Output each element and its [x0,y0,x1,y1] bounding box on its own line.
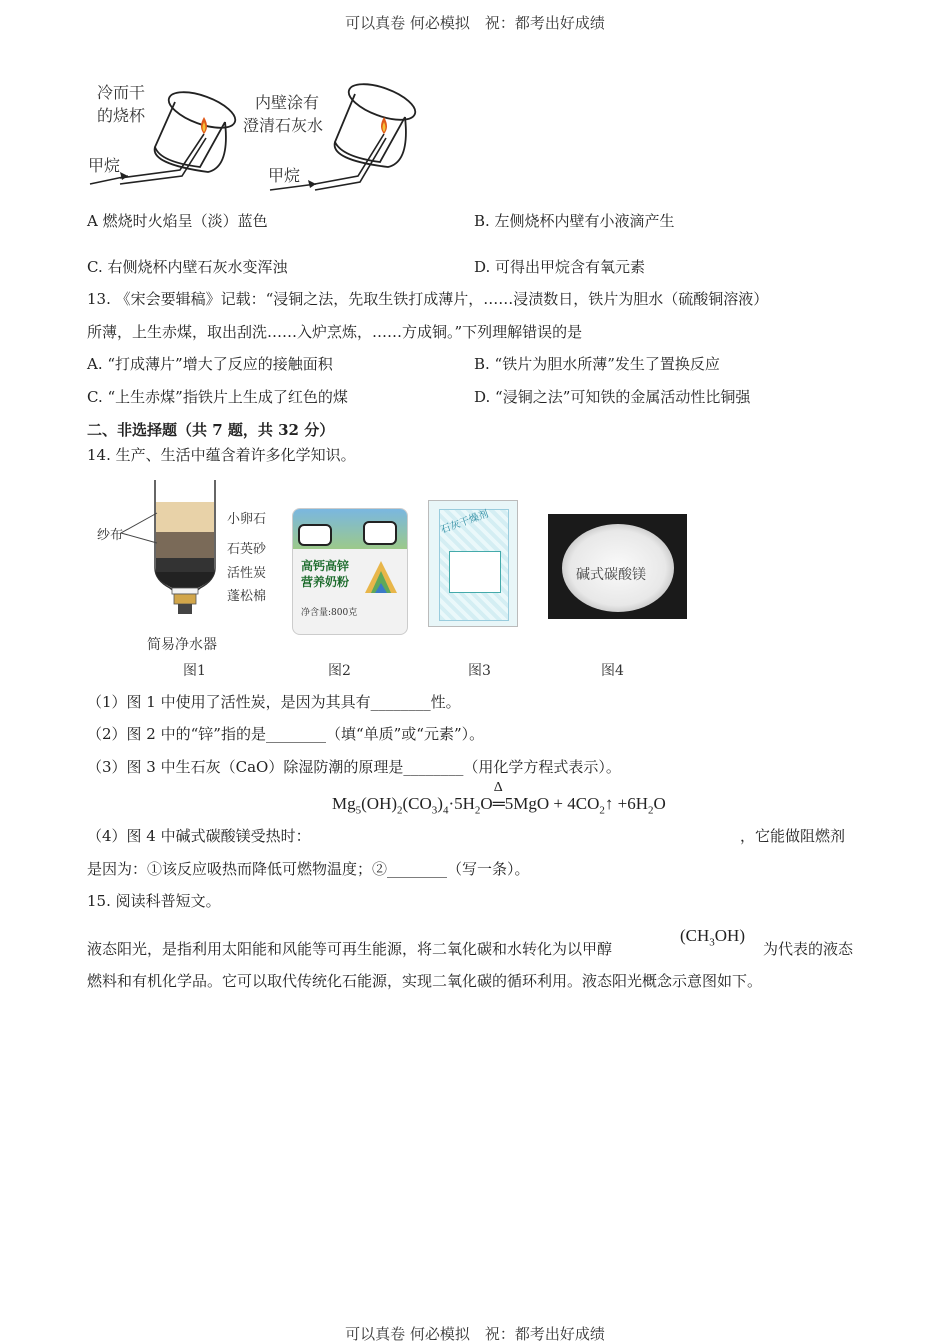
label-carbon: 活性炭 [227,566,267,581]
left-beaker [155,85,240,172]
q15-paragraph-line1a: 液态阳光，是指利用太阳能和风能等可再生能源，将二氧化碳和水转化为以甲醇 [87,940,613,958]
right-beaker-label-2: 澄清石灰水 [243,116,324,135]
label-purifier: 简易净水器 [147,637,217,653]
q12-option-b: B. 左侧烧杯内壁有小液滴产生 [474,212,675,230]
q12-option-a: A 燃烧时火焰呈（淡）蓝色 [87,212,268,230]
mgco3-label: 碱式碳酸镁 [576,567,646,583]
q13-option-b: B. “铁片为胆水所薄”发生了置换反应 [474,355,720,373]
mgco3-decomposition-equation: $Mg_5(OH)_2(CO_3)_4\cdot 5H_2O$ Δ ═5MgO + $4CO_2↑ +6H_2O$ [332,780,666,817]
milk-net-weight: 净含量:800克 [301,608,358,618]
left-gas-label: 甲烷 [88,156,121,175]
caption-fig4: 图4 [601,663,624,679]
q14-sub4-line2: 是因为：①该反应吸热而降低可燃物温度；②________（写一条）。 [87,860,530,878]
section2-title: 二、非选择题（共 7 题，共 32 分） [87,421,335,439]
mgco3-powder-image [548,514,687,619]
q13-stem-line1: 13. 《宋会要辑稿》记载：“浸铜之法，先取生铁打成薄片，……浸渍数日，铁片为胆水（硫酸铜溶液） [87,290,769,308]
q14-sub3: （3）图 3 中生石灰（CaO）除湿防潮的原理是________（用化学方程式表示）。 [87,758,621,776]
cloth-pointer-lines [121,505,161,545]
q13-option-a: A. “打成薄片”增大了反应的接触面积 [87,355,333,373]
q14-sub2: （2）图 2 中的“锌”指的是________（填“单质”或“元素”）。 [87,725,485,743]
q15-paragraph-line1b: 为代表的液态 [763,940,854,958]
left-beaker-label-1: 冷而干 [97,83,146,102]
q13-option-d: D. “浸铜之法”可知铁的金属活动性比铜强 [474,388,751,406]
q14-sub4-suffix: ，它能做阻燃剂 [740,827,846,845]
left-beaker-label-2: 的烧杯 [97,106,146,125]
desiccant-text: 石灰干燥剂 [439,508,491,537]
label-pebble: 小卵石 [227,512,267,527]
q12-option-c: C. 右侧烧杯内壁石灰水变浑浊 [87,258,288,276]
page-header: 可以真卷 何必模拟 祝：都考出好成绩 [345,14,605,32]
q14-sub4-prefix: （4）图 4 中碱式碳酸镁受热时： [87,827,311,845]
q12-option-d: D. 可得出甲烷含有氧元素 [474,258,646,276]
caption-fig2: 图2 [328,663,351,679]
right-beaker-label-1: 内壁涂有 [255,93,320,112]
milk-title-1: 高钙高锌 [301,559,350,573]
right-gas-label: 甲烷 [268,166,301,185]
sand-layer [156,532,214,558]
page-footer: 可以真卷 何必模拟 祝：都考出好成绩 [345,1325,605,1343]
food-pyramid-icon [363,559,399,595]
label-cotton: 蓬松棉 [227,589,267,604]
q14-stem: 14. 生产、生活中蕴含着许多化学知识。 [87,446,356,464]
label-sand: 石英砂 [227,542,267,557]
caption-fig3: 图3 [468,663,491,679]
q14-sub1: （1）图 1 中使用了活性炭，是因为其具有________性。 [87,693,461,711]
q13-stem-line2: 所薄，上生赤煤，取出刮洗……入炉烹炼，……方成铜。”下列理解错误的是 [87,323,583,341]
q15-paragraph-line2: 燃料和有机化学品。它可以取代传统化石能源，实现二氧化碳的循环利用。液态阳光概念示意图如下。 [87,972,763,990]
cotton-layer [172,588,198,594]
carbon-layer [156,558,214,572]
milk-powder-can [292,508,408,635]
caption-fig1: 图1 [183,663,206,679]
desiccant-bag [428,500,518,627]
q15-stem: 15. 阅读科普短文。 [87,892,221,910]
water-purifier-figure [150,480,220,630]
pebble-layer [156,502,214,532]
methanol-formula: $(CH_3OH)$ [680,926,745,949]
label-cloth: 纱布 [97,528,124,543]
q13-option-c: C. “上生赤煤”指铁片上生成了红色的煤 [87,388,348,406]
milk-title-2: 营养奶粉 [301,575,350,589]
